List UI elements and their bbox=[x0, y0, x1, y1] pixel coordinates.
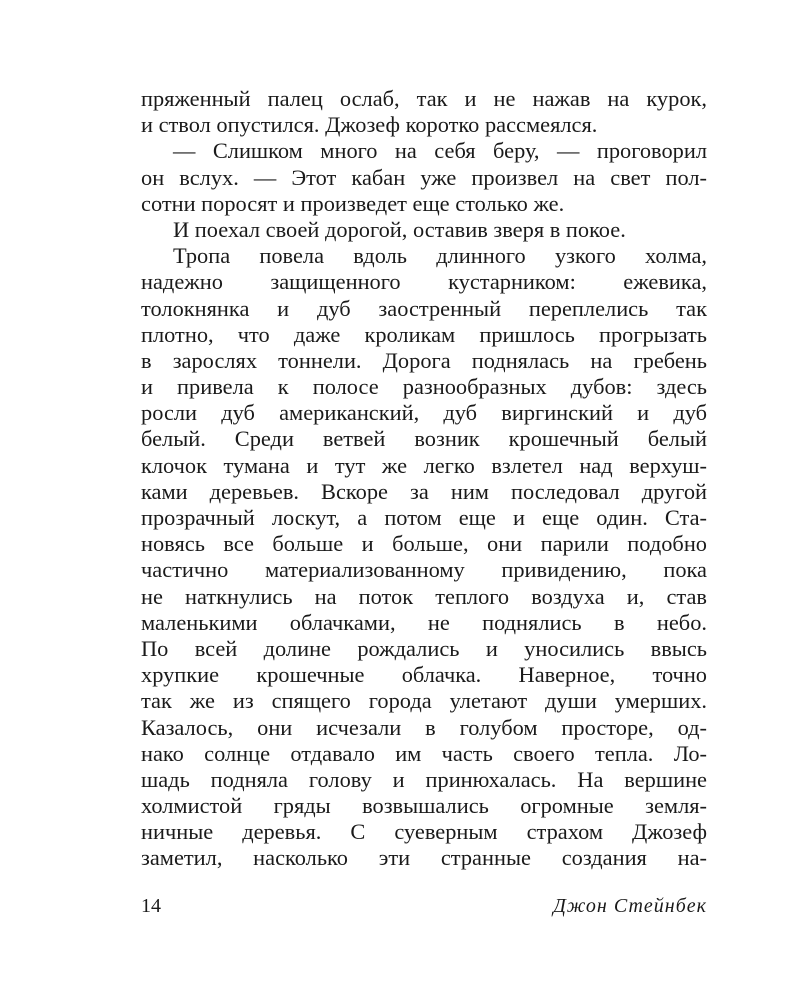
text-line: прозрачный лоскут, а потом еще и еще один. Ста- bbox=[141, 505, 707, 530]
text-line: и привела к полосе разнообразных дубов: здесь bbox=[141, 374, 707, 400]
text-line: хрупкие крошечные облачка. Наверное, точно bbox=[141, 662, 707, 688]
text-line: так же из спящего города улетают души умерших. bbox=[141, 688, 707, 714]
text-line: в зарослях тоннели. Дорога поднялась на гребень bbox=[141, 347, 707, 373]
text-line: частично материализованному привидению, пока bbox=[141, 557, 707, 583]
text-line: По всей долине рождались и уносились ввысь bbox=[141, 635, 707, 661]
text-line: новясь все больше и больше, они парили подобно bbox=[141, 531, 707, 557]
text-line: Казалось, они исчезали в голубом просторе, од- bbox=[141, 714, 707, 740]
text-line: пряженный палец ослаб, так и не нажав на курок, bbox=[141, 86, 707, 111]
text-line: клочок тумана и тут же легко взлетел над верхуш- bbox=[141, 452, 707, 478]
text-line: ками деревьев. Вскоре за ним последовал другой bbox=[141, 478, 707, 504]
text-line: шадь подняла голову и принюхалась. На вершине bbox=[141, 766, 707, 792]
text-line: сотни поросят и произведет еще столько же. bbox=[141, 190, 565, 216]
page-footer bbox=[141, 893, 707, 919]
text-line: И поехал своей дорогой, оставив зверя в покое. bbox=[173, 216, 626, 242]
text-line: ничные деревья. С суеверным страхом Джозеф bbox=[141, 819, 707, 845]
text-line: холмистой гряды возвышались огромные земля- bbox=[141, 793, 707, 819]
running-author: Джон Стейнбек bbox=[553, 895, 707, 917]
text-line: — Слишком много на себя беру, — проговорил bbox=[173, 138, 707, 164]
text-line: надежно защищенного кустарником: ежевика, bbox=[141, 269, 707, 295]
text-line: и ствол опустился. Джозеф коротко рассмеялся. bbox=[141, 112, 598, 138]
text-line: маленькими облачками, не поднялись в небо. bbox=[141, 609, 707, 635]
text-line: Тропа повела вдоль длинного узкого холма, bbox=[173, 243, 707, 269]
text-line: росли дуб американский, дуб виргинский и дуб bbox=[141, 400, 707, 426]
text-line: белый. Среди ветвей возник крошечный белый bbox=[141, 426, 707, 452]
text-line: плотно, что даже кроликам пришлось прогрызать bbox=[141, 321, 707, 347]
page-number: 14 bbox=[141, 895, 161, 917]
text-line: нако солнце отдавало им часть своего тепла. Ло- bbox=[141, 740, 707, 766]
body-text bbox=[141, 86, 707, 872]
text-line: заметил, насколько эти странные создания на- bbox=[141, 845, 707, 871]
text-line: толокнянка и дуб заостренный переплелись так bbox=[141, 295, 707, 321]
text-line: не наткнулись на поток теплого воздуха и, став bbox=[141, 583, 707, 609]
text-line: он вслух. — Этот кабан уже произвел на свет пол- bbox=[141, 164, 707, 190]
